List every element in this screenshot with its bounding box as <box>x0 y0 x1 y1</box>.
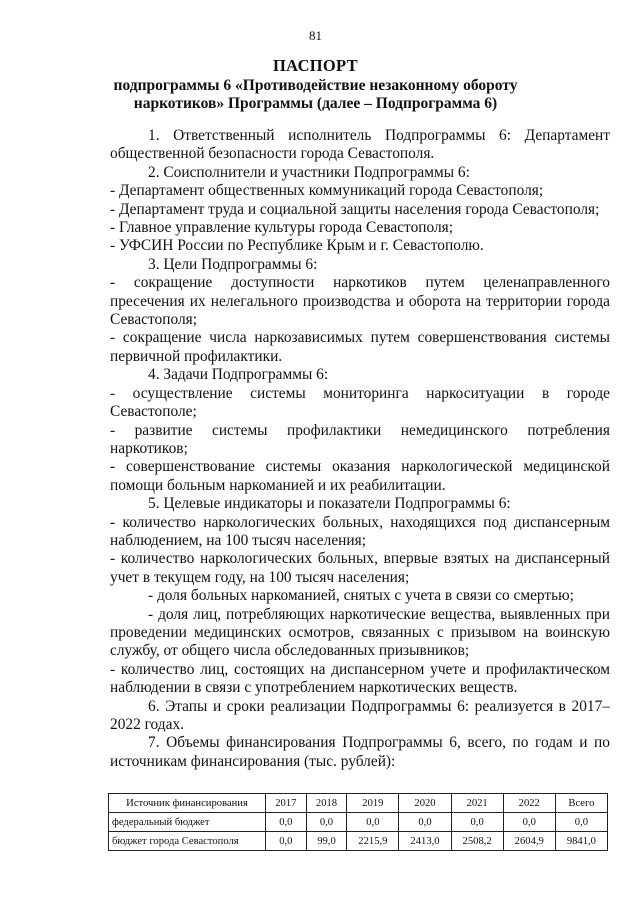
table-header-cell: 2021 <box>451 794 503 813</box>
list-item-goal: - сокращение числа наркозависимых путем совершенствования системы первичной профилактики. <box>110 329 610 365</box>
subtitle-line-2: наркотиков» Программы (далее – Подпрограмма 6) <box>133 95 498 112</box>
table-cell: 2215,9 <box>347 832 399 851</box>
table-header-cell: 2018 <box>306 794 347 813</box>
table-cell: 2413,0 <box>399 832 451 851</box>
table-header-cell: 2017 <box>266 794 307 813</box>
table-header-cell: Всего <box>555 794 607 813</box>
table-header-cell: Источник финансирования <box>109 794 266 813</box>
table-header-cell: 2022 <box>503 794 555 813</box>
list-item-coexecutor: - Департамент общественных коммуникаций города Севастополя; <box>110 182 544 200</box>
table-row <box>109 813 608 832</box>
subtitle-line-1: подпрограммы 6 «Противодействие незаконному обороту <box>113 77 518 94</box>
page-number: 81 <box>309 28 322 43</box>
passport-body <box>110 127 610 771</box>
funding-table <box>108 793 608 851</box>
list-item-indicator: - количество наркологических больных, находящихся под диспансерным наблюдением, на 100 тысяч населения; <box>110 513 610 549</box>
list-item-task: - осуществление системы мониторинга наркоситуации в городе Севастополе; <box>110 384 610 421</box>
list-item-indicator: - доля лиц, потребляющих наркотические вещества, выявленных при проведении медицинских осмотров, связанных с призывом на воинскую службу, от общего числа обследованных призывников; <box>110 605 610 660</box>
table-cell: 2604,9 <box>503 832 555 851</box>
list-item-indicator: - количество лиц, состоящих на диспансерном учете и профилактическом наблюдении в связи с употреблением наркотических веществ. <box>110 660 610 697</box>
list-item-coexecutor: - Главное управление культуры города Севастополя; <box>110 219 454 237</box>
list-item-indicator: - доля больных наркоманией, снятых с учета в связи со смертью; <box>148 587 574 605</box>
paragraph-tasks-heading: 4. Задачи Подпрограммы 6: <box>148 366 329 384</box>
paragraph-funding: 7. Объемы финансирования Подпрограммы 6, всего, по годам и по источникам финансирования (тыс. рублей): <box>110 734 610 770</box>
paragraph-indicators-heading: 5. Целевые индикаторы и показатели Подпрограммы 6: <box>148 495 511 513</box>
table-cell: 0,0 <box>266 813 307 832</box>
table-cell: 0,0 <box>503 813 555 832</box>
list-item-coexecutor: - УФСИН России по Республике Крым и г. Севастополю. <box>110 237 484 255</box>
list-item-task: - совершенствование системы оказания наркологической медицинской помощи больным наркоманией и их реабилитации. <box>110 458 610 494</box>
table-cell: бюджет города Севастополя <box>109 832 266 851</box>
table-cell: 0,0 <box>266 832 307 851</box>
table-cell: 0,0 <box>451 813 503 832</box>
table-cell: 2508,2 <box>451 832 503 851</box>
paragraph-stages: 6. Этапы и сроки реализации Подпрограммы 6: реализуется в 2017–2022 годах. <box>110 697 610 733</box>
table-row <box>109 832 608 851</box>
paragraph-goals-heading: 3. Цели Подпрограммы 6: <box>148 255 318 273</box>
table-cell: 0,0 <box>347 813 399 832</box>
list-item-goal: - сокращение доступности наркотиков путем целенаправленного пресечения их нелегального производства и оборота на территории города Севастополя; <box>110 274 610 329</box>
table-cell: 0,0 <box>306 813 347 832</box>
table-cell: федеральный бюджет <box>109 813 266 832</box>
paragraph-responsible-executor: 1. Ответственный исполнитель Подпрограммы 6: Департамент общественной безопасности города Севастополя. <box>110 127 610 163</box>
table-cell: 0,0 <box>555 813 607 832</box>
paragraph-coexecutors-heading: 2. Соисполнители и участники Подпрограммы 6: <box>148 163 470 181</box>
passport-title: ПАСПОРТ <box>273 56 358 75</box>
list-item-indicator: - количество наркологических больных, впервые взятых на диспансерный учет в текущем году, на 100 тысяч населения; <box>110 550 610 586</box>
passport-subtitle <box>100 77 531 113</box>
list-item-task: - развитие системы профилактики немедицинского потребления наркотиков; <box>110 421 610 457</box>
table-cell: 0,0 <box>399 813 451 832</box>
table-cell: 99,0 <box>306 832 347 851</box>
table-header-cell: 2020 <box>399 794 451 813</box>
table-cell: 9841,0 <box>555 832 607 851</box>
table-header-cell: 2019 <box>347 794 399 813</box>
list-item-coexecutor: - Департамент труда и социальной защиты населения города Севастополя; <box>110 200 600 218</box>
table-header-row <box>109 794 608 813</box>
